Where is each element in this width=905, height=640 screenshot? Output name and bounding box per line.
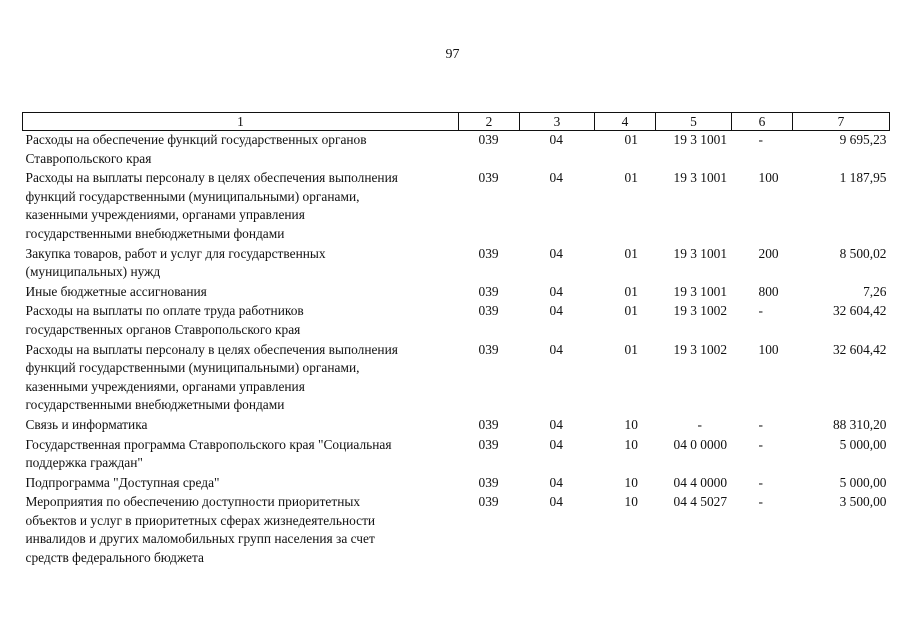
expense-name-line: Расходы на выплаты персоналу в целях обеспечения выполнения [25,170,398,186]
table-row [23,341,890,416]
section-code-cell: 04 [549,416,563,432]
amount-cell: 7,26 [863,283,887,299]
table-row [23,474,890,494]
expense-name-line: Закупка товаров, работ и услуг для государственных [25,245,326,261]
ministry-code-cell: 039 [478,303,499,319]
expense-name-cell [23,245,459,283]
ministry-code-cell: 039 [478,474,499,490]
expense-type-cell: - [758,436,763,452]
column-header: 1 [23,113,459,131]
expense-name-line: (муниципальных) нужд [25,264,161,280]
expense-name-line: поддержка граждан" [25,455,143,471]
expense-name-line: Расходы на выплаты персоналу в целях обеспечения выполнения [25,341,398,357]
section-code-cell: 04 [549,494,563,510]
subsection-code-cell: 01 [624,303,638,319]
target-article-cell: 19 3 1001 [673,283,728,299]
expense-name-line: средств федерального бюджета [25,550,204,566]
expense-name-line: Иные бюджетные ассигнования [25,283,207,299]
expense-type-cell: 800 [758,283,779,299]
subsection-code-cell: 10 [624,436,638,452]
amount-cell: 88 310,20 [832,416,887,432]
page-number: 97 [445,47,460,62]
expense-name-line: государственных органов Ставропольского края [25,321,301,337]
column-header: 3 [520,113,595,131]
section-code-cell: 04 [549,245,563,261]
expense-name-line: функций государственными (муниципальными) органами, [25,360,360,376]
column-header: 4 [595,113,656,131]
expense-name-cell [23,416,459,436]
expense-type-cell: - [758,416,763,432]
section-code-cell: 04 [549,341,563,357]
table-row [23,283,890,303]
subsection-code-cell: 01 [624,283,638,299]
table-row [23,169,890,244]
column-header: 2 [459,113,520,131]
table-row [23,416,890,436]
ministry-code-cell: 039 [478,245,499,261]
expense-name-cell [23,283,459,303]
expense-name-cell [23,436,459,474]
target-article-cell: 19 3 1001 [673,170,728,186]
target-article-cell: 19 3 1002 [673,341,728,357]
target-article-cell: 04 0 0000 [673,436,728,452]
column-header: 7 [793,113,890,131]
target-article-cell: 19 3 1002 [673,303,728,319]
expense-name-line: Государственная программа Ставропольского края "Социальная [25,436,392,452]
table-header-row [23,113,890,131]
expense-type-cell: 100 [758,341,779,357]
expense-name-cell [23,474,459,494]
column-header: 6 [732,113,793,131]
amount-cell: 5 000,00 [839,436,887,452]
expense-name-cell [23,341,459,416]
expense-type-cell: 200 [758,245,779,261]
table-row [23,131,890,170]
expense-type-cell: - [758,303,763,319]
ministry-code-cell: 039 [478,494,499,510]
table-body [23,131,890,569]
section-code-cell: 04 [549,170,563,186]
expense-name-line: казенными учреждениями, органами управления [25,207,305,223]
expense-name-line: Расходы на обеспечение функций государственных органов [25,132,367,147]
expense-name-line: Мероприятия по обеспечению доступности приоритетных [25,494,361,510]
amount-cell: 3 500,00 [839,494,887,510]
subsection-code-cell: 01 [624,132,638,147]
expense-name-cell [23,131,459,170]
table-row [23,436,890,474]
amount-cell: 9 695,23 [839,132,887,147]
section-code-cell: 04 [549,132,563,147]
subsection-code-cell: 01 [624,170,638,186]
subsection-code-cell: 01 [624,245,638,261]
budget-table [22,112,890,569]
expense-name-line: Связь и информатика [25,416,148,432]
amount-cell: 5 000,00 [839,474,887,490]
expense-type-cell: - [758,494,763,510]
expense-name-line: объектов и услуг в приоритетных сферах жизнедеятельности [25,512,376,528]
amount-cell: 1 187,95 [839,170,887,186]
expense-name-line: Подпрограмма "Доступная среда" [25,474,220,490]
amount-cell: 8 500,02 [839,245,887,261]
table-row [23,302,890,340]
expense-name-line: Ставропольского края [25,150,152,166]
expense-name-cell [23,169,459,244]
expense-name-line: инвалидов и других маломобильных групп населения за счет [25,531,375,547]
ministry-code-cell: 039 [478,283,499,299]
expense-name-line: Расходы на выплаты по оплате труда работников [25,303,304,319]
subsection-code-cell: 10 [624,416,638,432]
expense-name-line: государственными внебюджетными фондами [25,225,285,241]
ministry-code-cell: 039 [478,132,499,147]
section-code-cell: 04 [549,303,563,319]
column-header: 5 [656,113,732,131]
ministry-code-cell: 039 [478,416,499,432]
expense-type-cell: 100 [758,170,779,186]
subsection-code-cell: 01 [624,341,638,357]
amount-cell: 32 604,42 [832,303,887,319]
section-code-cell: 04 [549,436,563,452]
ministry-code-cell: 039 [478,170,499,186]
ministry-code-cell: 039 [478,341,499,357]
expense-type-cell: - [758,474,763,490]
expense-name-cell [23,302,459,340]
target-article-cell: 19 3 1001 [673,245,728,261]
target-article-cell: - [697,416,702,432]
target-article-cell: 04 4 5027 [673,494,728,510]
subsection-code-cell: 10 [624,474,638,490]
expense-name-line: казенными учреждениями, органами управления [25,378,305,394]
ministry-code-cell: 039 [478,436,499,452]
table-row [23,245,890,283]
target-article-cell: 04 4 0000 [673,474,728,490]
expense-name-cell [23,493,459,568]
expense-name-line: государственными внебюджетными фондами [25,397,285,413]
expense-name-line: функций государственными (муниципальными) органами, [25,188,360,204]
section-code-cell: 04 [549,283,563,299]
table-row [23,493,890,568]
subsection-code-cell: 10 [624,494,638,510]
expense-type-cell: - [758,132,763,147]
target-article-cell: 19 3 1001 [673,132,728,147]
section-code-cell: 04 [549,474,563,490]
amount-cell: 32 604,42 [832,341,887,357]
